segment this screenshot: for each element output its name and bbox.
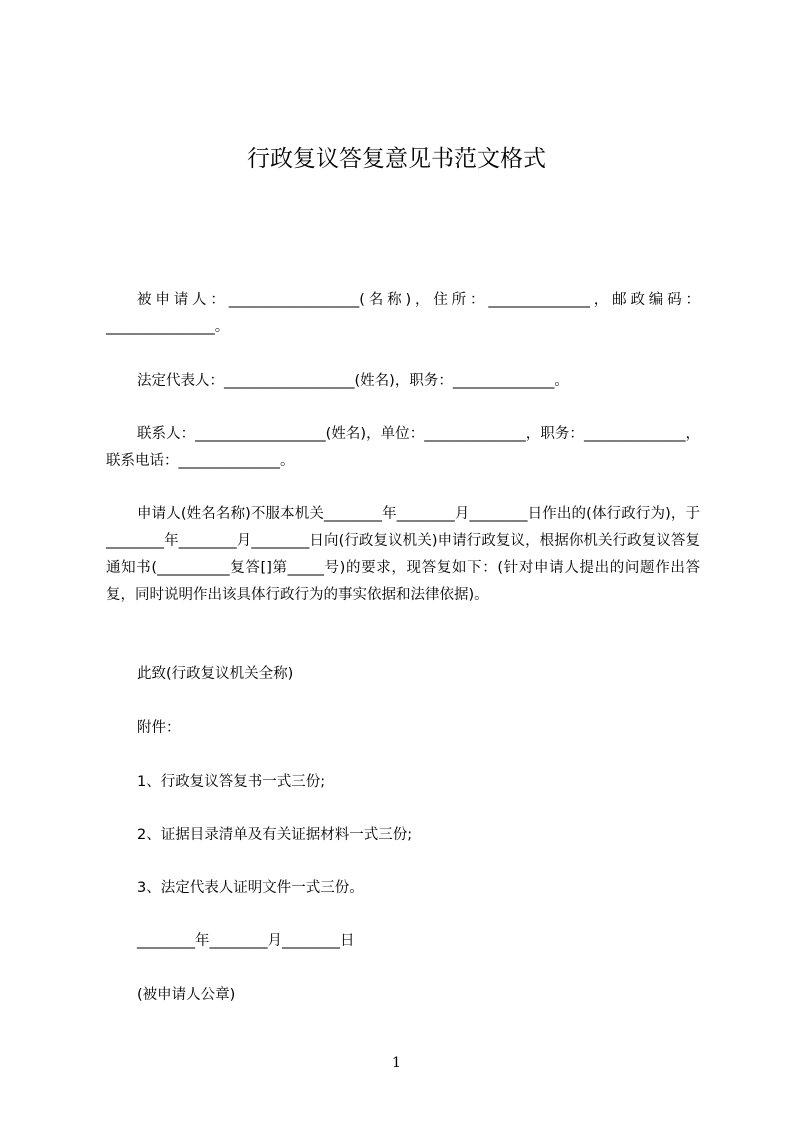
date-line: ________年________月________日 [137,933,355,949]
respondent-paragraph: 被申请人：__________________(名称)，住所：______________，邮政编码：_______________。 [106,292,700,335]
salutation-line: 此致(行政复议机关全称) [137,666,294,682]
attachment-item-3: 3、法定代表人证明文件一式三份。 [137,880,364,896]
attachment-item-1: 1、行政复议答复书一式三份; [137,774,326,790]
legal-rep-paragraph: 法定代表人：__________________(姓名)，职务：______________。 [137,373,569,389]
page-number: 1 [392,1055,401,1071]
contact-paragraph: 联系人：__________________(姓名)，单位：______________，职务：______________，联系电话：______________。 [106,426,700,469]
page-title: 行政复议答复意见书范文格式 [247,146,546,172]
body-paragraph: 申请人(姓名名称)不服本机关________年________月________日作出的(体行政行为)，于________年________月________日向(行政复议机关)申请行政复议，根据你机关行政复议答复通知书(__________复答[]第_____号)的要求，现答复如下：(针对申请人提出的问题作出答复，同时说明作出该具体行政行为的事实依据和法律依据)。 [106,506,700,603]
attachments-heading: 附件： [137,720,181,736]
attachment-item-2: 2、证据目录清单及有关证据材料一式三份; [137,827,413,843]
seal-line: (被申请人公章) [137,987,236,1003]
